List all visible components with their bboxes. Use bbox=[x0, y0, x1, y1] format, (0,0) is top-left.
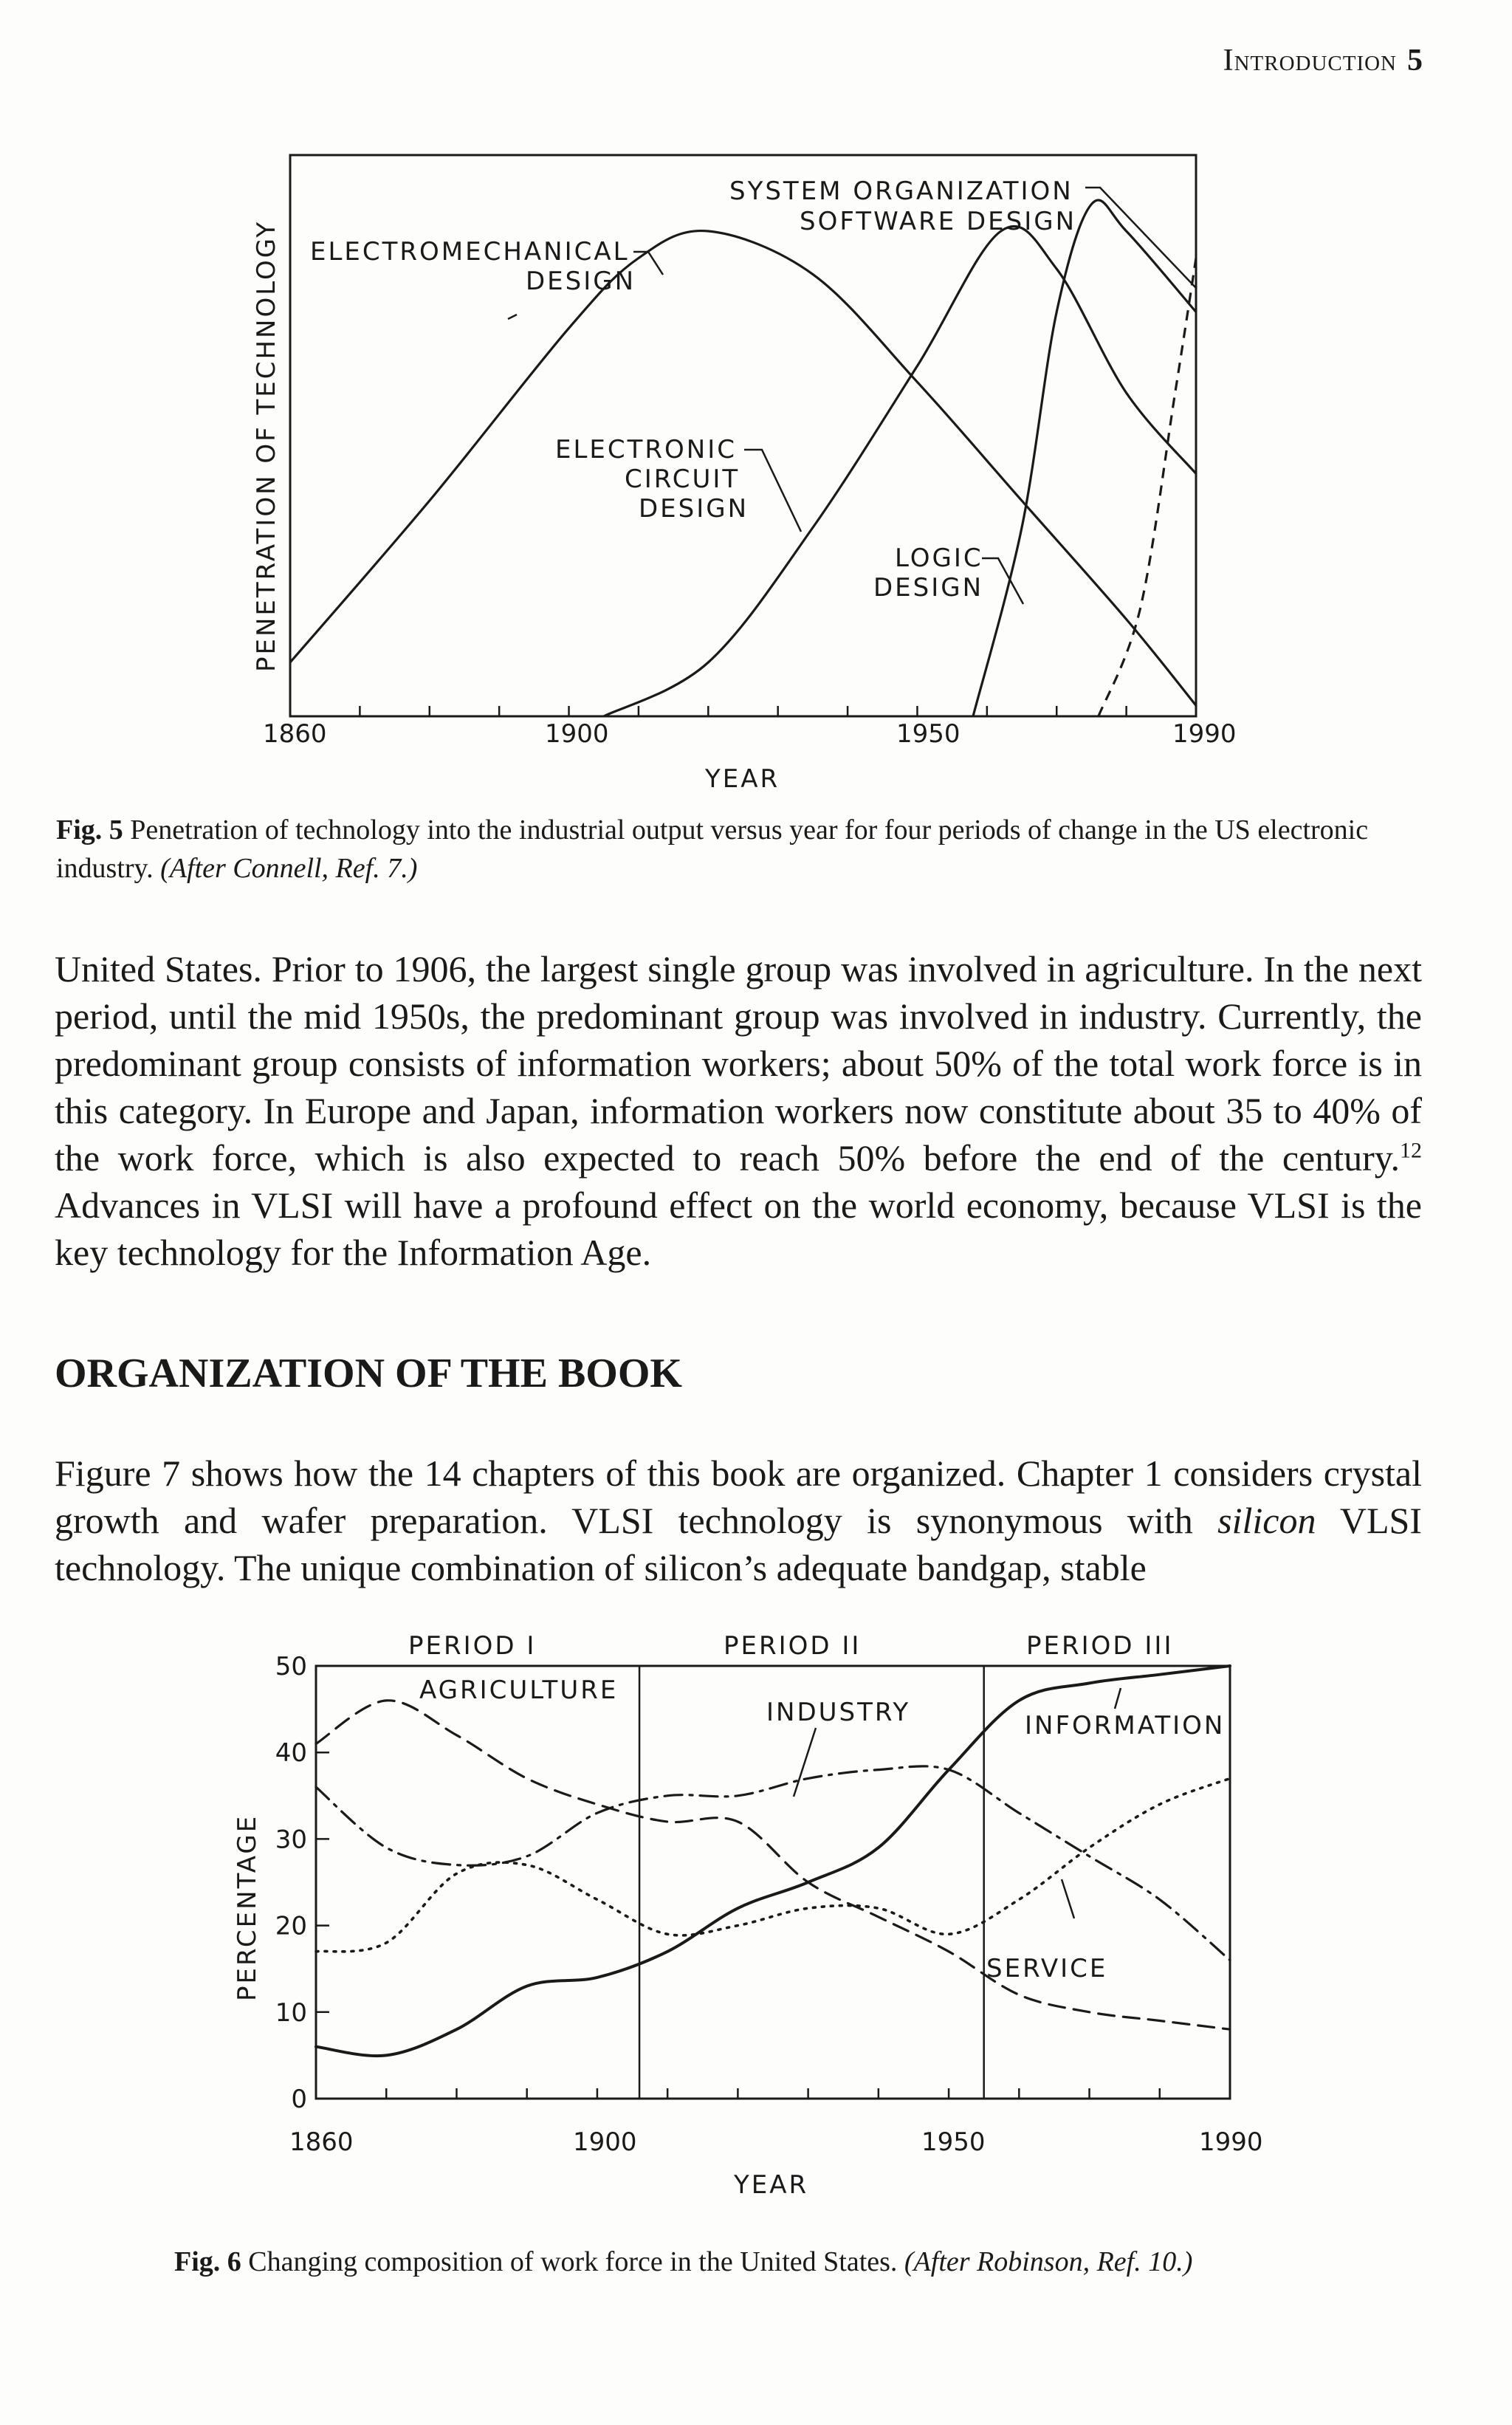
label-system-2: SOFTWARE DESIGN bbox=[800, 207, 1077, 236]
page-number: 5 bbox=[1407, 44, 1423, 78]
paragraph-2 bbox=[55, 1450, 1422, 1591]
fig5-caption-source: (After Connell, Ref. 7.) bbox=[160, 853, 418, 884]
curve-logic bbox=[973, 200, 1196, 716]
fig6-caption-source: (After Robinson, Ref. 10.) bbox=[904, 2246, 1193, 2277]
fig6-y-tick-label: 40 bbox=[275, 1738, 307, 1769]
fig6-y-tick-label: 0 bbox=[291, 2085, 307, 2114]
fig5-curves bbox=[290, 200, 1196, 716]
label-electromech-2: DESIGN bbox=[526, 267, 636, 296]
section-heading: ORGANIZATION OF THE BOOK bbox=[55, 1351, 682, 1396]
label-service: SERVICE bbox=[986, 1954, 1108, 1983]
series-industry bbox=[316, 1766, 1230, 1961]
fig5-caption bbox=[56, 811, 1422, 888]
footnote-ref: 12 bbox=[1400, 1138, 1422, 1163]
label-industry: INDUSTRY bbox=[766, 1698, 911, 1727]
period-3: PERIOD III bbox=[1026, 1631, 1174, 1661]
curve-electromechanical bbox=[290, 231, 1196, 706]
fig6-tick-1950: 1950 bbox=[921, 2127, 986, 2157]
fig5-tick-1900: 1900 bbox=[545, 719, 609, 749]
fig6-caption-text: Changing composition of work force in the United States. bbox=[248, 2246, 898, 2277]
period-2: PERIOD II bbox=[724, 1631, 862, 1661]
period-1: PERIOD I bbox=[408, 1631, 537, 1661]
label-logic-1: LOGIC bbox=[895, 543, 983, 573]
fig5-tick-1990: 1990 bbox=[1172, 719, 1237, 749]
fig5-tick-1950: 1950 bbox=[896, 719, 961, 749]
fig5-ylabel: PENETRATION OF TECHNOLOGY bbox=[252, 219, 281, 672]
running-head bbox=[1223, 43, 1423, 78]
label-logic-2: DESIGN bbox=[873, 573, 984, 603]
para1-text-b: Advances in VLSI will have a profound effect on the world economy, because VLSI is the key technology for the Information Age. bbox=[55, 1184, 1422, 1273]
fig6-y-tick-label: 30 bbox=[275, 1825, 307, 1855]
para2-text-a: Figure 7 shows how the 14 chapters of this book are organized. Chapter 1 considers crystal growth and wafer preparation. VLSI technology is synonymous with bbox=[55, 1452, 1422, 1541]
fig6-ylabel: PERCENTAGE bbox=[233, 1814, 262, 2001]
para2-text-b: VLSI technology. The unique combination of silicon’s adequate bandgap, stable bbox=[55, 1500, 1422, 1588]
label-electronic-2: CIRCUIT bbox=[625, 464, 740, 494]
label-electronic-3: DESIGN bbox=[639, 494, 749, 524]
fig6-xlabel: YEAR bbox=[734, 2170, 809, 2200]
fig6-tick-1860: 1860 bbox=[289, 2127, 354, 2157]
fig5-tick-1860: 1860 bbox=[263, 719, 327, 749]
fig6-y-tick-label: 20 bbox=[275, 1911, 307, 1941]
fig6-caption-label: Fig. 6 bbox=[174, 2246, 241, 2277]
fig6-caption bbox=[174, 2243, 1429, 2281]
para2-italic: silicon bbox=[1217, 1500, 1316, 1541]
fig5-ticks bbox=[360, 706, 1126, 716]
label-electronic-1: ELECTRONIC bbox=[555, 435, 738, 464]
label-electromech-1: ELECTROMECHANICAL bbox=[310, 237, 630, 267]
running-head-title: Introduction bbox=[1223, 44, 1397, 78]
curve-system-software bbox=[1099, 258, 1196, 717]
fig6-y-tick-label: 50 bbox=[275, 1652, 307, 1681]
figure-6 bbox=[0, 1617, 1512, 2208]
fig6-yticks bbox=[275, 1652, 329, 2114]
label-information: INFORMATION bbox=[1025, 1711, 1226, 1740]
paragraph-1 bbox=[55, 945, 1422, 1276]
fig5-caption-text: Penetration of technology into the industrial output versus year for four periods of change in the US electronic industry. bbox=[56, 814, 1369, 884]
fig6-tick-1900: 1900 bbox=[573, 2127, 637, 2157]
fig6-tick-1990: 1990 bbox=[1199, 2127, 1263, 2157]
fig5-caption-label: Fig. 5 bbox=[56, 814, 123, 846]
fig5-xlabel: YEAR bbox=[705, 764, 780, 794]
series-service bbox=[316, 1778, 1230, 1951]
para1-text-a: United States. Prior to 1906, the largest single group was involved in agriculture. In the next period, until the mid 1950s, the predominant group was involved in industry. Currently, the predominant group consists of information workers; about 50% of the total work force is in this category. In Europe and Japan, information workers now constitute about 35 to 40% of the work force, which is also expected to reach 50% before the end of the century. bbox=[55, 948, 1422, 1179]
label-system-1: SYSTEM ORGANIZATION bbox=[729, 176, 1073, 206]
fig6-y-tick-label: 10 bbox=[275, 1997, 307, 2028]
label-agriculture: AGRICULTURE bbox=[419, 1675, 619, 1705]
